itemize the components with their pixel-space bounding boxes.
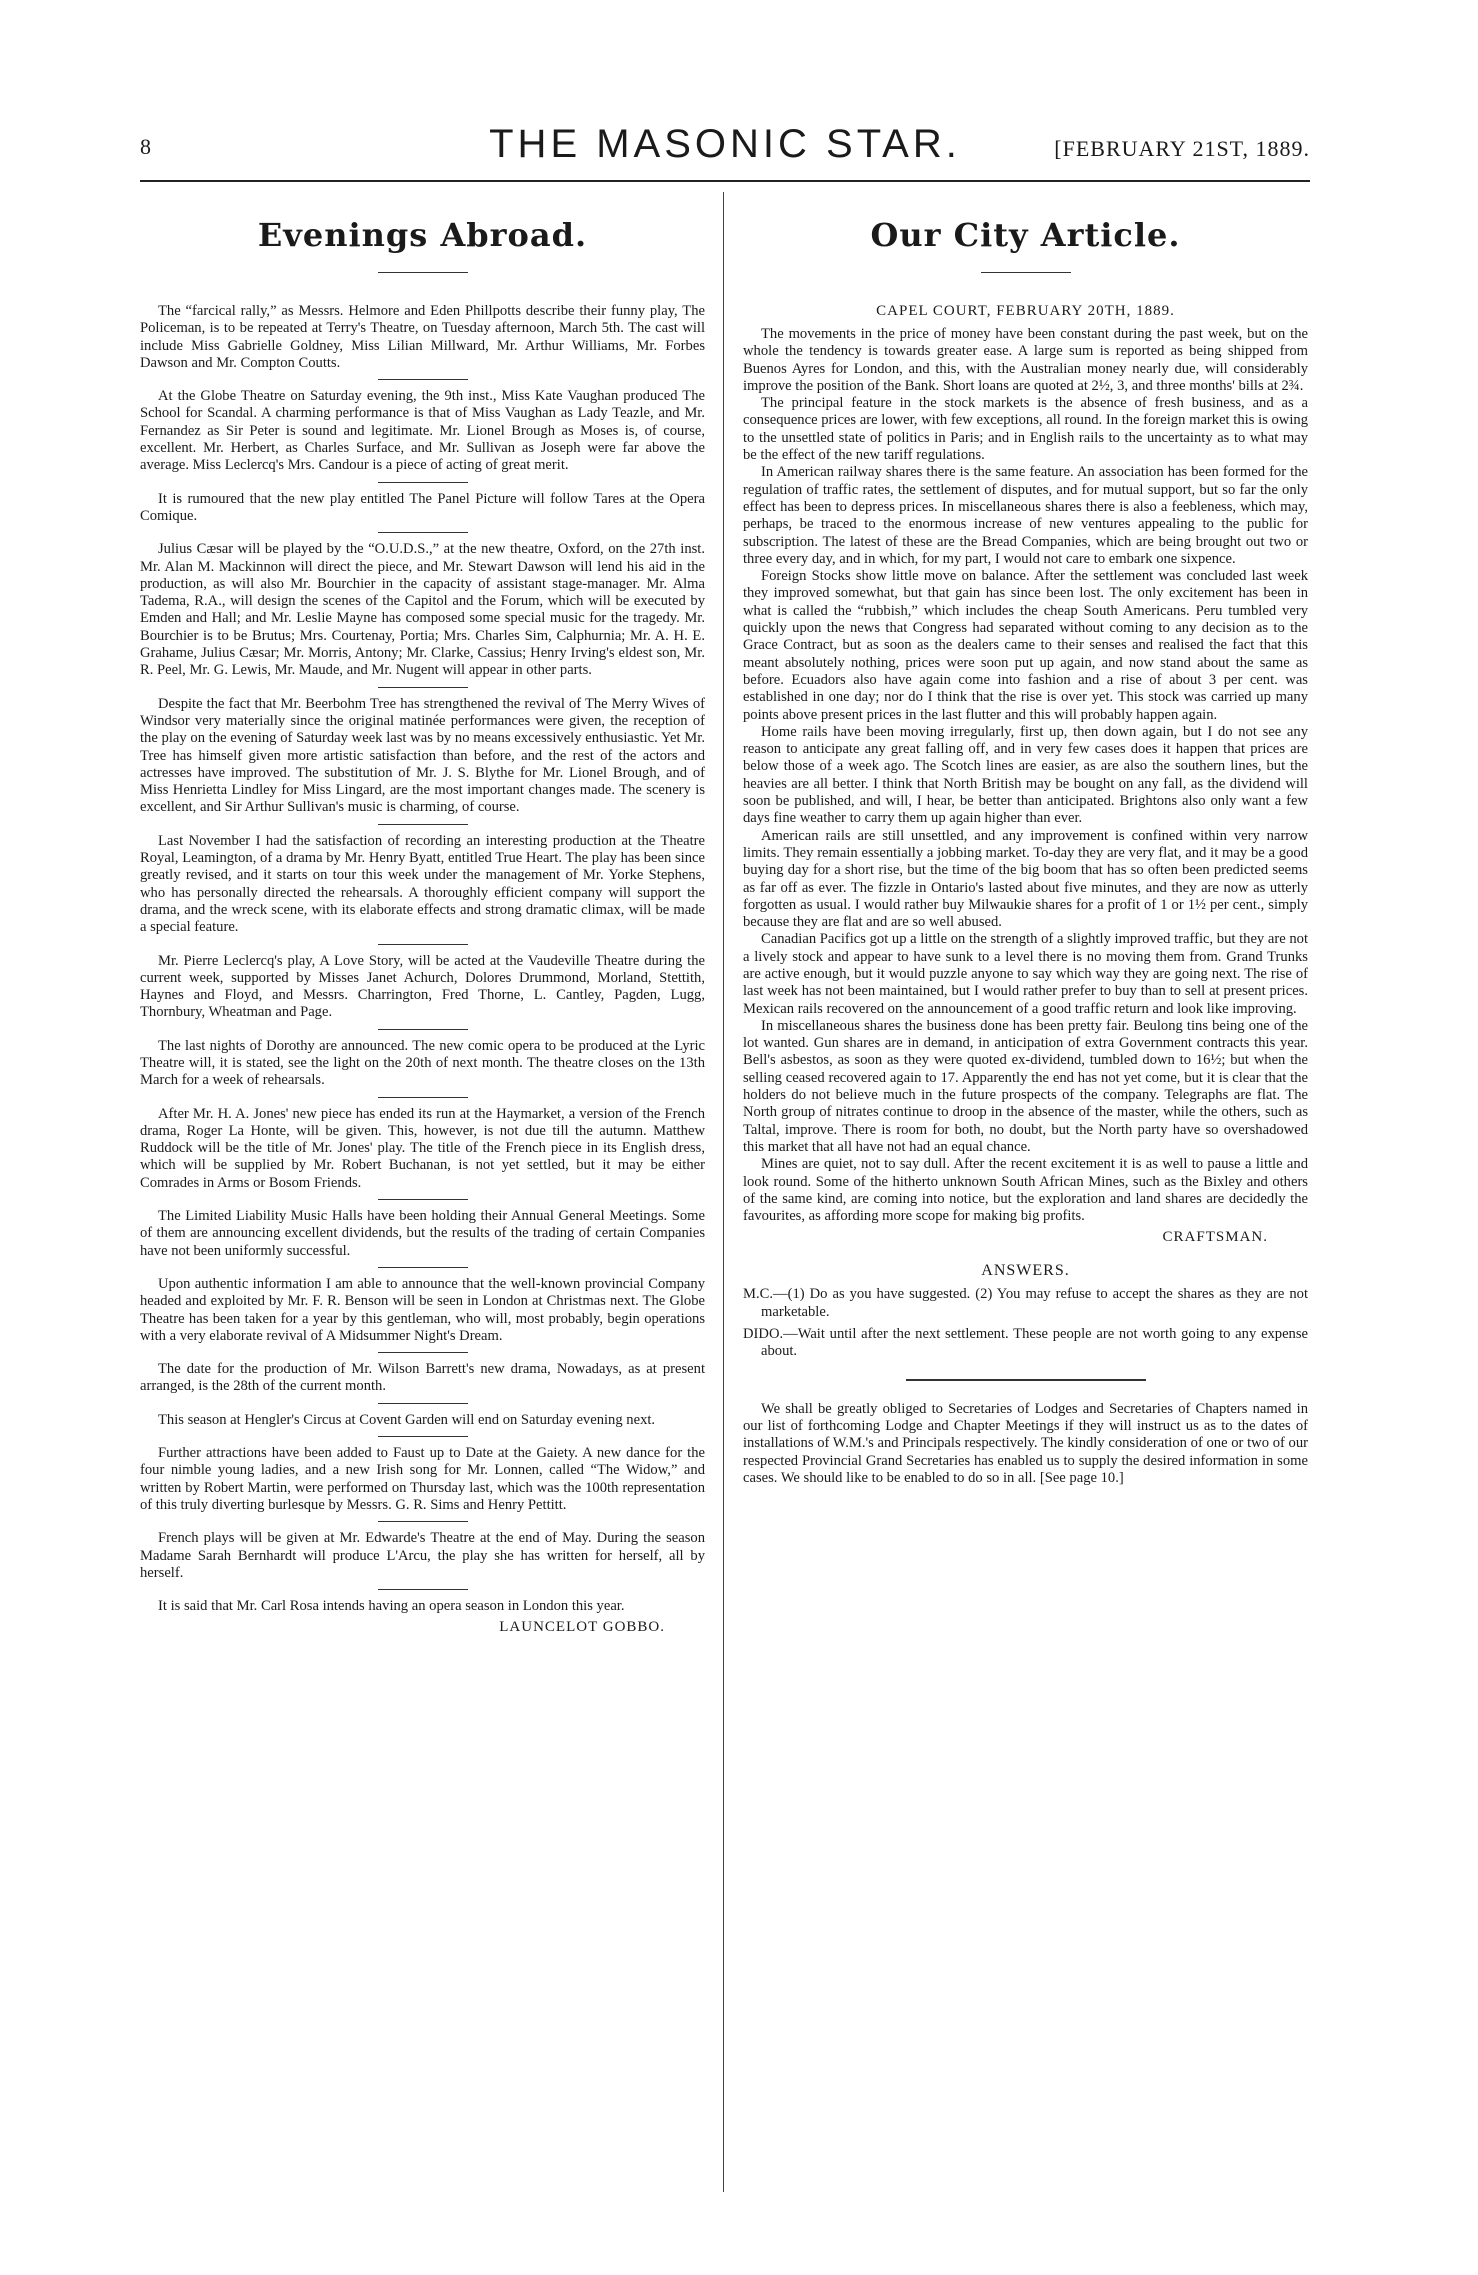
article-paragraph: Further attractions have been added to Faust up to Date at the Gaiety. A new dance for the four nimble young ladies, and a new Irish song for Mr. Lonnen, called “The Widow,” and written by Robert Martin, were performed on Thursday last, which was the 100th representation of this truly diverting burlesque by Messrs. G. R. Sims and Henry Pettitt. bbox=[140, 1445, 705, 1513]
newspaper-page bbox=[140, 120, 1310, 2220]
article-paragraph: Foreign Stocks show little move on balance. After the settlement was concluded last week they improved somewhat, but that gain has since been lost. The only excitement has been in what is called the “rubbish,” which includes the cheap South Americans. Peru tumbled very quickly upon the news that Congress had separated without coming to any decision as to the Grace Contract, but as soon as the dealers came to their senses and realised the fact that this meant absolutely nothing, prices were soon put up again, and now stand about the same as before. Ecuadors also have again come into fashion and a rise of about 3 per cent. was established in one day; nor do I think that the rise is over yet. This stock was carried up many points above present prices in the last flutter and this will probably happen again. bbox=[743, 568, 1308, 723]
separator bbox=[378, 1352, 468, 1353]
separator bbox=[378, 1403, 468, 1404]
separator bbox=[378, 379, 468, 380]
page-header bbox=[140, 120, 1310, 182]
separator bbox=[378, 1436, 468, 1437]
article-paragraph: French plays will be given at Mr. Edwarde's Theatre at the end of May. During the season Madame Sarah Bernhardt will produce L'Arcu, the play she has written for herself, all by herself. bbox=[140, 1530, 705, 1581]
separator bbox=[378, 1589, 468, 1590]
separator bbox=[378, 1097, 468, 1098]
separator-long bbox=[906, 1379, 1146, 1381]
article-paragraph: The last nights of Dorothy are announced. The new comic opera to be produced at the Lyric Theatre will, it is stated, see the light on the 20th of next month. The theatre closes on the 13th March for a week of rehearsals. bbox=[140, 1037, 705, 1089]
article-paragraph: At the Globe Theatre on Saturday evening, the 9th inst., Miss Kate Vaughan produced The School for Scandal. A charming performance is that of Miss Vaughan as Lady Teazle, and Mr. Fernandez as Sir Peter is sound and legitimate. Mr. Lionel Brough as Moses is, of course, excellent. Mr. Herbert, as Charles Surface, and Mr. Sullivan as Joseph were far above the average. Miss Leclercq's Mrs. Candour is a piece of acting of great merit. bbox=[140, 388, 705, 474]
article-paragraph: The “farcical rally,” as Messrs. Helmore and Eden Phillpotts describe their funny play, The Policeman, is to be repeated at Terry's Theatre, on Tuesday afternoon, March 5th. The cast will include Miss Gabrielle Goldney, Miss Lilian Millward, Mr. Arthur Williams, Mr. Forbes Dawson and Mr. Compton Coutts. bbox=[140, 303, 705, 371]
article-paragraph: Despite the fact that Mr. Beerbohm Tree has strengthened the revival of The Merry Wives of Windsor very materially since the original matinée performances were given, the reception of the play on the evening of Saturday week last was by no means excessively enthusiastic. Yet Mr. Tree has himself given more artistic satisfaction than before, and the rest of the actors and actresses have improved. The substitution of Mr. J. S. Blythe for Mr. Lionel Brough, and of Miss Henrietta Lindley for Miss Lingard, are the most important changes made. The scenery is excellent, and Sir Arthur Sullivan's music is charming, of course. bbox=[140, 695, 705, 816]
issue-date: [FEBRUARY 21ST, 1889. bbox=[1054, 136, 1310, 161]
answer-item: M.C.—(1) Do as you have suggested. (2) You may refuse to accept the shares as they are not marketable. bbox=[743, 1286, 1308, 1320]
article-paragraph: Canadian Pacifics got up a little on the strength of a slightly improved traffic, but they are not a lively stock and appear to have sunk to a level there is no moving them from. Grand Trunks are active enough, but it would puzzle anyone to say which way they are going next. The rise of last week has not been maintained, but I would rather prefer to buy than to sell at present prices. Mexican rails recovered on the announcement of a good traffic return and look like improving. bbox=[743, 931, 1308, 1017]
page-number: 8 bbox=[140, 134, 151, 159]
article-paragraph: Mines are quiet, not to say dull. After the recent excitement it is as well to pause a little and look round. Some of the hitherto unknown South African Mines, such as the Bixley and others of the same kind, are coming into notice, but the exploration and land shares are decidedly the favourites, as affording more scope for making big profits. bbox=[743, 1156, 1308, 1225]
answers-heading: ANSWERS. bbox=[981, 1262, 1070, 1280]
article-paragraph: The principal feature in the stock markets is the absence of fresh business, and as a consequence prices are lower, with few exceptions, all round. In the foreign market this is owing to the unsettled state of politics in Paris; and in English rails to the uncertainty as to what may be the effect of the new tariff regulations. bbox=[743, 395, 1308, 464]
signature-craftsman: CRAFTSMAN. bbox=[1162, 1229, 1268, 1246]
separator bbox=[378, 944, 468, 945]
article-paragraph: The movements in the price of money have been constant during the past week, but on the whole the tendency is towards greater ease. A large sum is reported as being shipped from Buenos Ayres for London, and this, with the Australian money nearly due, will considerably improve the position of the Bank. Short loans are quoted at 2½, 3, and three months' bills at 2¾. bbox=[743, 326, 1308, 394]
article-paragraph: After Mr. H. A. Jones' new piece has ended its run at the Haymarket, a version of the French drama, Roger La Honte, will be given. This, however, is not due till the autumn. Matthew Ruddock will be the title of Mr. Jones' play. The title of the French piece in its English dress, which will be supplied by Mr. Robert Buchanan, is not yet settled, but it may be either Comrades in Arms or Bosom Friends. bbox=[140, 1105, 705, 1191]
columns bbox=[140, 192, 1310, 2212]
article-paragraph: American rails are still unsettled, and any improvement is confined within very narrow limits. They remain essentially a jobbing market. To-day they are very flat, and it may be a good buying day for a short rise, but the time of the big boom that has so often been predicted seems as far off as ever. The fizzle in Ontario's lasted about five minutes, and they are now as utterly forgotten as usual. I would rather buy Milwaukie shares for a profit of 1 or 1½ per cent., simply because they are flat and are so well abused. bbox=[743, 827, 1308, 931]
right-column bbox=[743, 192, 1308, 2212]
article-paragraph: This season at Hengler's Circus at Covent Garden will end on Saturday evening next. bbox=[158, 1411, 656, 1428]
separator bbox=[378, 1267, 468, 1268]
secretaries-notice: We shall be greatly obliged to Secretaries of Lodges and Secretaries of Chapters named in our list of forthcoming Lodge and Chapter Meetings if they will instruct us as to the dates of installations of W.M.'s and Principals respectively. The kindly consideration of one or two of our respected Provincial Grand Secretaries has enabled us to supply the desired information in some cases. We should like to be enabled to do so in all. [See page 10.] bbox=[743, 1400, 1308, 1486]
separator bbox=[378, 1521, 468, 1522]
article-paragraph: The Limited Liability Music Halls have been holding their Annual General Meetings. Some of them are announcing excellent dividends, but the results of the trading of certain Companies have not been uniformly successful. bbox=[140, 1208, 705, 1259]
article-paragraph: Last November I had the satisfaction of recording an interesting production at the Theatre Royal, Leamington, of a drama by Mr. Henry Byatt, entitled True Heart. The play has been since greatly revised, and it starts on tour this week under the management of Mr. Yorke Stephens, who has personally directed the rehearsals. A thoroughly efficient company will support the drama, and the wreck scene, with its elaborate effects and strong dramatic climax, will be made a special feature. bbox=[140, 832, 705, 936]
section-title-city-article: Our City Article. bbox=[743, 216, 1308, 273]
article-paragraph: In American railway shares there is the same feature. An association has been formed for the regulation of traffic rates, the settlement of disputes, and for mutual support, but so far the only effect has been to depress prices. In miscellaneous shares there is also a feebleness, which may, perhaps, be traced to the enormous increase of new ventures appealing to the public for subscription. The latest of these are the Bread Companies, which are being brought out two or three every day, and in which, for my part, I would not care to embark one sixpence. bbox=[743, 464, 1308, 567]
article-paragraph: It is rumoured that the new play entitled The Panel Picture will follow Tares at the Opera Comique. bbox=[140, 490, 705, 524]
separator bbox=[378, 482, 468, 483]
article-paragraph: It is said that Mr. Carl Rosa intends having an opera season in London this year. bbox=[158, 1598, 625, 1615]
separator bbox=[378, 1199, 468, 1200]
article-paragraph: Julius Cæsar will be played by the “O.U.D.S.,” at the new theatre, Oxford, on the 27th inst. Mr. Alan M. Mackinnon will direct the piece, and Mr. Stewart Dawson will lend his aid in the production, as will also Mr. Bourchier in the capacity of assistant stage-manager. Mr. Alma Tadema, R.A., will design the scenes of the Capitol and the Forum, which will be executed by Emden and Hall; and Mr. Leslie Mayne has composed some special music for the tragedy. Mr. Bourchier is to be Brutus; Mrs. Courtenay, Portia; Mrs. Charles Sim, Calphurnia; Mr. A. H. E. Grahame, Julius Cæsar; Mr. Morris, Antony; Mr. Clarke, Cassius; Henry Irving's eldest son, Mr. R. Peel, Mr. G. Lewis, Mr. Maude, and Mr. Nugent will appear in other parts. bbox=[140, 541, 705, 679]
article-paragraph: Home rails have been moving irregularly, first up, then down again, but I do not see any reason to anticipate any great falling off, and in very few cases does it happen that prices are below those of a week ago. The Scotch lines are easier, as are also the southern lines, but the heavies are all better. I think that North British may be bought on any fall, as the dividend will soon be published, and will, I hear, be better than anticipated. Brightons also only want a few days fine weather to carry them up again higher than ever. bbox=[743, 723, 1308, 827]
article-paragraph: Upon authentic information I am able to announce that the well-known provincial Company headed and exploited by Mr. F. R. Benson will be seen in London at Christmas next. The Globe Theatre has been taken for a year by this gentleman, who will, most probably, begin operations with a very elaborate revival of A Midsummer Night's Dream. bbox=[140, 1275, 705, 1344]
left-column bbox=[140, 192, 705, 2212]
dateline: CAPEL COURT, FEBRUARY 20TH, 1889. bbox=[876, 303, 1175, 319]
signature-launcelot-gobbo: LAUNCELOT GOBBO. bbox=[499, 1619, 665, 1636]
separator bbox=[378, 532, 468, 533]
article-paragraph: In miscellaneous shares the business done has been pretty fair. Beulong tins being one of the lot wanted. Gun shares are in demand, in anticipation of extra Government contracts this year. Bell's asbestos, as soon as they were quoted ex-dividend, tumbled down to 16½; but when the selling ceased recovered again to 17. Apparently the end has not yet come, but it is clear that the holders do not believe much in the future prospects of the company. Telegraphs are flat. The North group of nitrates continue to droop in the absence of the master, while the others, such as Taltal, improve. There is room for both, no doubt, but the North party have so overshadowed this market that all have not had an equal chance. bbox=[743, 1017, 1308, 1155]
masthead: THE MASONIC STAR. bbox=[489, 122, 961, 166]
article-paragraph: The date for the production of Mr. Wilson Barrett's new drama, Nowadays, as at present arranged, is the 28th of the current month. bbox=[140, 1361, 705, 1395]
answer-item: DIDO.—Wait until after the next settlement. These people are not worth going to any expense about. bbox=[743, 1326, 1308, 1360]
section-title-evenings-abroad: Evenings Abroad. bbox=[140, 216, 705, 273]
article-paragraph: Mr. Pierre Leclercq's play, A Love Story, will be acted at the Vaudeville Theatre during the current week, supported by Misses Janet Achurch, Dolores Drummond, Morland, Stettith, Haynes and Floyd, and Messrs. Charrington, Fred Thorne, L. Cantley, Pagden, Lugg, Thornbury, Wheatman and Page. bbox=[140, 952, 705, 1021]
separator bbox=[378, 1029, 468, 1030]
separator bbox=[378, 687, 468, 688]
column-rule bbox=[723, 192, 724, 2192]
separator bbox=[378, 824, 468, 825]
